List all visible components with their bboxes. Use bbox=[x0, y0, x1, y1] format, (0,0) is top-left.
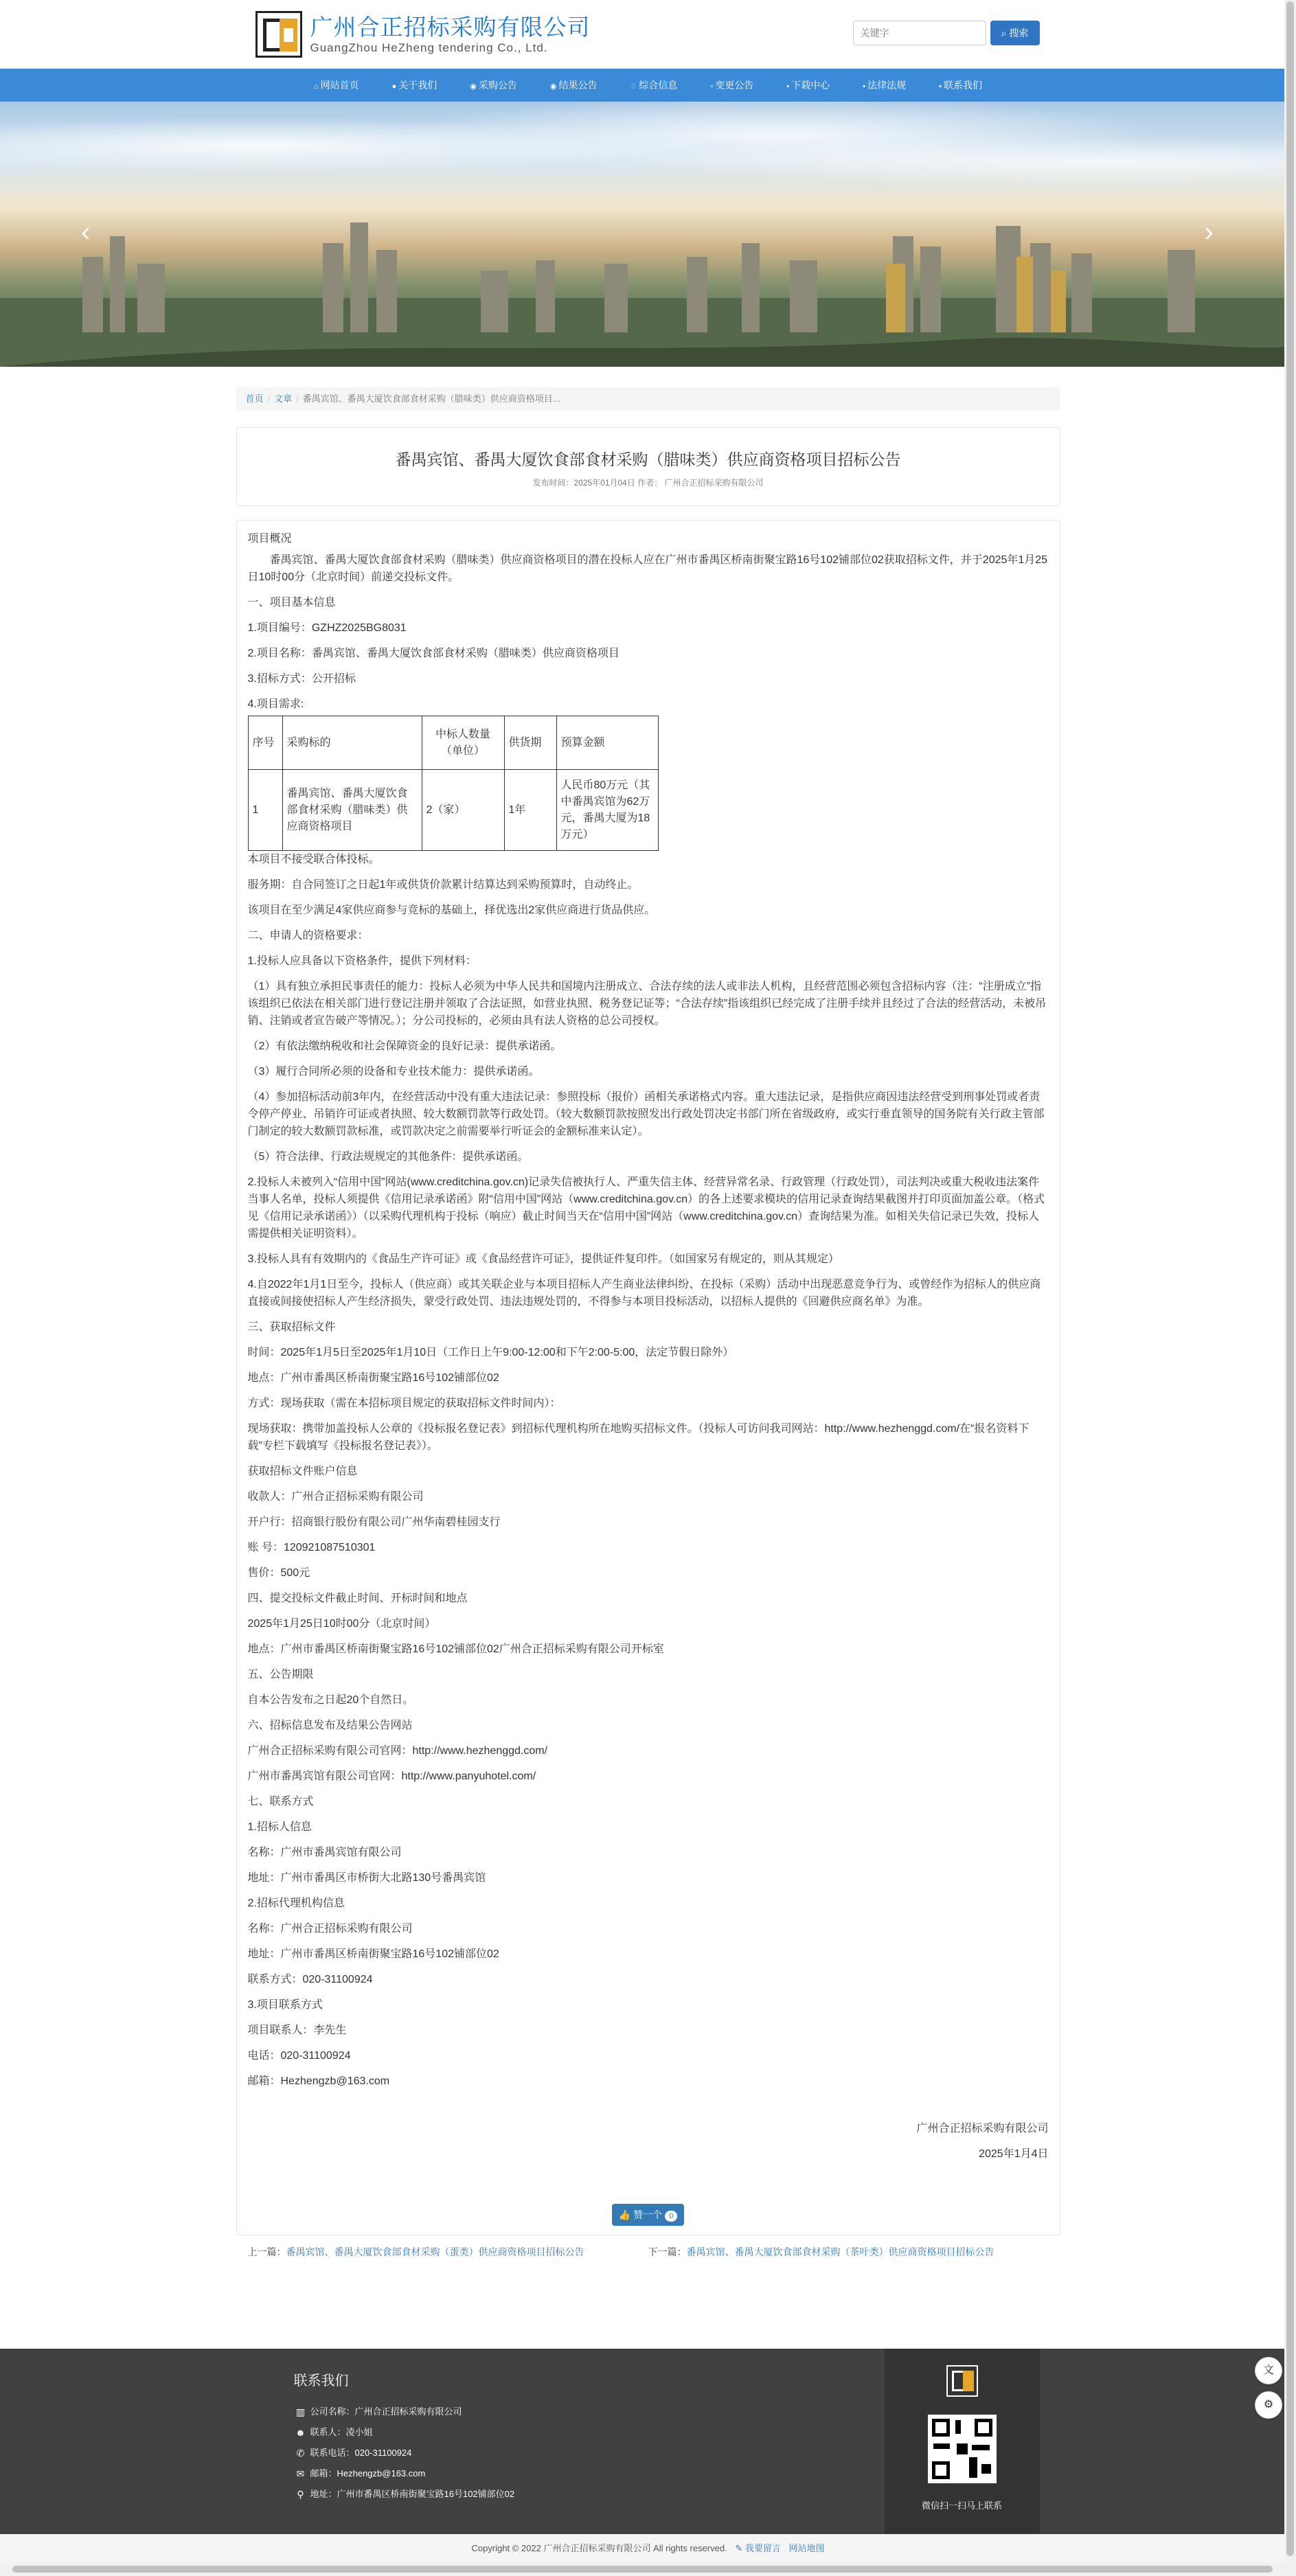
table-header-row bbox=[248, 716, 658, 770]
paragraph: 自本公告发布之日起20个自然日。 bbox=[247, 1694, 414, 1706]
overview-heading: 项目概况 bbox=[247, 533, 292, 545]
nav-item-results[interactable] bbox=[550, 78, 598, 92]
table-cell: 1年 bbox=[504, 770, 556, 851]
paragraph: 售价：500元 bbox=[247, 1567, 310, 1579]
paragraph: 地址：广州市番禺区桥南街聚宝路16号102铺部位02 bbox=[247, 1948, 499, 1960]
home-icon: ⌂ bbox=[313, 82, 319, 91]
scrollbar-thumb[interactable] bbox=[1286, 1, 1294, 2556]
nav-label: 综合信息 bbox=[639, 80, 678, 91]
section-heading: 六、招标信息发布及结果公告网站 bbox=[247, 1720, 413, 1731]
map-marker-icon: ⚲ bbox=[297, 2489, 304, 2500]
paragraph: 地点：广州市番禺区桥南街聚宝路16号102铺部位02广州合正招标采购有限公司开标室 bbox=[247, 1643, 664, 1655]
search-bar bbox=[853, 21, 1040, 45]
phone-icon: ✆ bbox=[296, 2448, 305, 2459]
table-header-cell: 中标人数量（单位） bbox=[422, 716, 504, 770]
paragraph: 服务期：自合同签订之日起1年或供货价款累计结算达到采购预算时，自动终止。 bbox=[247, 879, 639, 891]
footer-company bbox=[294, 2402, 515, 2422]
user-icon: ● bbox=[391, 82, 397, 91]
signature-block bbox=[248, 2120, 1049, 2163]
table-cell: 1 bbox=[248, 770, 282, 851]
envelope-icon: ✉ bbox=[296, 2468, 305, 2479]
section-heading: 七、联系方式 bbox=[247, 1796, 314, 1808]
paragraph: 方式：现场获取（需在本招标项目规定的获取招标文件时间内）： bbox=[247, 1398, 561, 1409]
nav-label: 下载中心 bbox=[791, 80, 830, 91]
paragraph: 获取招标文件账户信息 bbox=[247, 1466, 358, 1477]
paragraph: 3.招标方式：公开招标 bbox=[247, 673, 356, 685]
nav-label: 联系我们 bbox=[944, 80, 983, 91]
nav-label: 网站首页 bbox=[320, 80, 359, 91]
paragraph: 地点：广州市番禺区桥南街聚宝路16号102铺部位02 bbox=[247, 1372, 499, 1384]
doc-icon: ▫ bbox=[710, 82, 714, 91]
overview-text: 番禺宾馆、番禺大厦饮食部食材采购（腊味类）供应商资格项目的潜在投标人应在广州市番禺区桥南街聚宝路16号102铺部位02获取招标文件，并于2025年1月25日10时00分（北京时间）前递交投标文件。 bbox=[247, 554, 1048, 583]
paragraph: 2025年1月25日10时00分（北京时间） bbox=[247, 1618, 436, 1630]
paragraph: 项目联系人：李先生 bbox=[247, 2025, 347, 2036]
paragraph: 名称：广州市番禺宾馆有限公司 bbox=[247, 1847, 402, 1858]
table-header-cell: 预算金额 bbox=[556, 716, 658, 770]
main-nav bbox=[0, 69, 1296, 102]
users-icon: ☻ bbox=[295, 2427, 306, 2438]
leave-message-link[interactable] bbox=[735, 2543, 781, 2553]
nav-item-home[interactable] bbox=[314, 78, 359, 92]
paragraph: 邮箱：Hezhengzb@163.com bbox=[247, 2075, 390, 2087]
logo-title-cn: 广州合正招标采购有限公司 bbox=[310, 14, 591, 40]
accessibility-button[interactable] bbox=[1255, 2391, 1282, 2419]
vertical-scrollbar[interactable] bbox=[1284, 0, 1296, 2576]
comment-icon: ✎ bbox=[735, 2543, 743, 2553]
scrollbar-thumb[interactable] bbox=[12, 2566, 1273, 2573]
breadcrumb: 首页 / 文章 / 番禺宾馆、番禺大厦饮食部食材采购（腊味类）供应商资格项目... bbox=[236, 387, 1060, 411]
article-pagination bbox=[248, 2244, 1049, 2261]
section-heading: 一、项目基本信息 bbox=[247, 597, 336, 608]
nav-item-contact[interactable] bbox=[939, 78, 982, 92]
footer-email bbox=[294, 2463, 515, 2484]
paragraph: 3.投标人具有有效期内的《食品生产许可证》或《食品经营许可证》，提供证件复印件。（如国家另有规定的，则从其规定） bbox=[247, 1253, 839, 1265]
sitemap-link[interactable]: 网站地图 bbox=[788, 2543, 825, 2553]
logo-title-en: GuangZhou HeZheng tendering Co., Ltd. bbox=[310, 41, 548, 54]
section-heading: 五、公告期限 bbox=[247, 1669, 314, 1680]
article-meta: 发布时间：2025年01月04日 作者： 广州合正招标采购有限公司 bbox=[532, 478, 764, 488]
paragraph: 联系方式：020-31100924 bbox=[247, 1974, 373, 1985]
table-cell: 2（家） bbox=[422, 770, 504, 851]
paragraph: 1.招标人信息 bbox=[247, 1821, 312, 1833]
copyright-text: Copyright © 2022 广州合正招标采购有限公司 All rights reserved. bbox=[471, 2543, 727, 2553]
article-header bbox=[236, 427, 1060, 506]
paragraph: 电话：020-31100924 bbox=[247, 2050, 351, 2062]
next-article-link[interactable]: 番禺宾馆、番禺大厦饮食部食材采购（茶叶类）供应商资格项目招标公告 bbox=[686, 2246, 994, 2257]
paragraph: 开户行：招商银行股份有限公司广州华南碧桂园支行 bbox=[247, 1516, 501, 1528]
footer-qr-panel bbox=[885, 2349, 1040, 2534]
signature-date: 2025年1月4日 bbox=[979, 2148, 1049, 2160]
paragraph: 地址：广州市番禺区市桥街大北路130号番禺宾馆 bbox=[247, 1872, 486, 1884]
search-icon: ⌕ bbox=[1001, 27, 1007, 38]
nav-label: 采购公告 bbox=[478, 80, 517, 91]
paragraph: 2.招标代理机构信息 bbox=[247, 1897, 345, 1909]
like-count: 0 bbox=[665, 2211, 677, 2222]
nav-label: 结果公告 bbox=[558, 80, 598, 91]
book-icon: ▪ bbox=[863, 82, 866, 91]
paragraph: 收款人：广州合正招标采购有限公司 bbox=[247, 1491, 424, 1503]
like-label: 赞一个 bbox=[633, 2209, 663, 2220]
site-header bbox=[236, 0, 1060, 69]
requirements-table bbox=[248, 716, 659, 851]
translate-button[interactable] bbox=[1255, 2357, 1282, 2384]
section-heading: 三、获取招标文件 bbox=[247, 1321, 336, 1333]
footer-text: 联系人：凌小姐 bbox=[310, 2427, 373, 2437]
paragraph: 广州市番禺宾馆有限公司官网：http://www.panyuhotel.com/ bbox=[247, 1770, 536, 1782]
breadcrumb-current: 番禺宾馆、番禺大厦饮食部食材采购（腊味类）供应商资格项目... bbox=[302, 394, 560, 404]
banner-next-arrow[interactable]: › bbox=[1204, 217, 1214, 247]
table-row bbox=[248, 770, 658, 851]
translate-icon: 文 bbox=[1262, 2364, 1274, 2376]
bulb-icon: ♢ bbox=[630, 82, 637, 91]
qr-caption: 微信扫一扫马上联系 bbox=[921, 2500, 1002, 2511]
paragraph: 1.项目编号：GZHZ2025BG8031 bbox=[247, 622, 407, 634]
table-header-cell: 供货期 bbox=[504, 716, 556, 770]
paragraph: 名称：广州合正招标采购有限公司 bbox=[247, 1923, 413, 1935]
hero-banner bbox=[0, 102, 1296, 367]
paragraph: 2.投标人未被列入“信用中国”网站(www.creditchina.gov.cn)记录失信被执行人、严重失信主体、经营异常名录、行政管理（行政处罚），司法判决或重大税收违法案件当事人名单，投标人须提供《信用记录承诺函》附“信用中国”网站（www.creditchina.gov.cn）的各上述要求模块的信用记录查询结果截图并打印页面加盖公章。（格式见《信用记录承诺函》）（以采购代理机构于投标（响应）截止时间当天在“信用中国”网站（www.creditchina.gov.cn）查询结果为准。如相关失信记录已失效，投标人需提供相关证明资料）。 bbox=[247, 1176, 1045, 1240]
thumbs-up-icon: 👍 bbox=[618, 2209, 631, 2220]
paragraph: 现场获取：携带加盖投标人公章的《投标报名登记表》到招标代理机构所在地购买招标文件。（投标人可访问我司网站：http://www.hezhenggd.com/在“报名资料下载”专栏下载填写《投标报名登记表》）。 bbox=[247, 1423, 1030, 1452]
search-button-label: 搜索 bbox=[1009, 27, 1029, 38]
table-header-cell: 采购标的 bbox=[282, 716, 422, 770]
breadcrumb-home-link[interactable]: 首页 bbox=[245, 394, 264, 404]
search-button[interactable] bbox=[990, 21, 1040, 45]
logo-mark-icon bbox=[946, 2365, 978, 2397]
article-body bbox=[236, 520, 1060, 2257]
horizontal-scrollbar[interactable] bbox=[0, 2562, 1296, 2576]
section-heading: 二、申请人的资格要求： bbox=[247, 930, 369, 942]
footer-text: 地址：广州市番禺区桥南街聚宝路16号102铺部位02 bbox=[310, 2489, 515, 2499]
footer-text: 邮箱：Hezhengzb@163.com bbox=[310, 2468, 426, 2478]
banner-prev-arrow[interactable]: ‹ bbox=[81, 217, 91, 247]
nav-label: 关于我们 bbox=[398, 80, 437, 91]
nav-label: 变更公告 bbox=[715, 80, 754, 91]
nav-item-download[interactable] bbox=[786, 78, 830, 92]
paragraph: 广州合正招标采购有限公司官网：http://www.hezhenggd.com/ bbox=[247, 1745, 548, 1757]
nav-item-laws[interactable] bbox=[863, 78, 906, 92]
nav-item-info[interactable] bbox=[630, 78, 678, 92]
paragraph: （4）参加招标活动前3年内，在经营活动中没有重大违法记录：参照投标（报价）函相关承诺格式内容。重大违法记录，是指供应商因违法经营受到刑事处罚或者责令停产停业、吊销许可证或者执照、较大数额罚款等行政处罚。（较大数额罚款按照发出行政处罚决定书部门所在省级政府，或实行垂直领导的国务院有关行政主管部门制定的较大数额罚款标准，或罚款决定之前需要举行听证会的金额标准来认定）。 bbox=[247, 1091, 1045, 1137]
site-footer bbox=[0, 2349, 1296, 2534]
site-logo[interactable] bbox=[255, 11, 591, 58]
like-button[interactable] bbox=[612, 2204, 684, 2226]
table-cell: 番禺宾馆、番禺大厦饮食部食材采购（腊味类）供应商资格项目 bbox=[282, 770, 422, 851]
leave-message-label: 我要留言 bbox=[744, 2543, 781, 2553]
signature-company: 广州合正招标采购有限公司 bbox=[916, 2123, 1049, 2134]
section-heading: 四、提交投标文件截止时间、开标时间和地点 bbox=[247, 1593, 468, 1604]
paragraph: 1.投标人应具备以下资格条件，提供下列材料： bbox=[247, 955, 477, 967]
footer-phone bbox=[294, 2443, 515, 2463]
paragraph: 4.自2022年1月1日至今，投标人（供应商）或其关联企业与本项目招标人产生商业法律纠纷、在投标（采购）活动中出现恶意竞争行为、或曾经作为招标人的供应商直接或间接使招标人产生经济损失，蒙受行政处罚、违法违规处罚的，不得参与本项目投标活动，以招标人提供的《回避供应商名单》为准。 bbox=[247, 1279, 1041, 1308]
paragraph: （1）具有独立承担民事责任的能力：投标人必须为中华人民共和国境内注册成立、合法存续的法人或非法人机构，且经营范围必须包含招标内容（注：“注册成立”指该组织已依法在相关部门进行登记注册并领取了合法证照，如营业执照、税务登记证等；“合法存续”指该组织已经完成了注册手续并且经过了合法的经营活动，未被吊销、注销或者宣告破产等情况。）；分公司投标的，必须由具有法人资格的总公司授权。 bbox=[247, 981, 1047, 1027]
breadcrumb-section-link[interactable]: 文章 bbox=[274, 394, 293, 404]
footer-contact bbox=[294, 2369, 515, 2505]
copyright-bar bbox=[0, 2534, 1296, 2562]
nav-label: 法律法规 bbox=[867, 80, 907, 91]
like-area bbox=[248, 2204, 1049, 2226]
paragraph: 时间：2025年1月5日至2025年1月10日（工作日上午9:00-12:00和下午2:00-5:00，法定节假日除外） bbox=[247, 1347, 734, 1358]
article-title: 番禺宾馆、番禺大厦饮食部食材采购（腊味类）供应商资格项目招标公告 bbox=[395, 451, 901, 468]
nav-item-about[interactable] bbox=[392, 78, 437, 92]
circle-icon: ◉ bbox=[549, 82, 557, 91]
table-header-cell: 序号 bbox=[248, 716, 282, 770]
building-icon: ▥ bbox=[295, 2406, 306, 2417]
footer-address bbox=[294, 2484, 515, 2505]
nav-item-procurement[interactable] bbox=[470, 78, 517, 92]
accessibility-icon: ⚙ bbox=[1263, 2399, 1274, 2410]
footer-heading: 联系我们 bbox=[293, 2373, 349, 2389]
logo-mark-icon bbox=[255, 11, 302, 58]
table-cell: 人民币80万元（其中番禺宾馆为62万元，番禺大厦为18万元） bbox=[556, 770, 658, 851]
prev-label: 上一篇： bbox=[247, 2246, 286, 2257]
footer-contact-person bbox=[294, 2422, 515, 2443]
footer-text: 联系电话：020-31100924 bbox=[310, 2448, 412, 2458]
prev-article-link[interactable]: 番禺宾馆、番禺大厦饮食部食材采购（蛋类）供应商资格项目招标公告 bbox=[286, 2246, 584, 2257]
paragraph: （5）符合法律、行政法规规定的其他条件：提供承诺函。 bbox=[247, 1151, 529, 1163]
paragraph: 该项目在至少满足4家供应商参与竞标的基础上，择优选出2家供应商进行货品供应。 bbox=[247, 904, 656, 916]
paragraph: （3）履行合同所必须的设备和专业技术能力：提供承诺函。 bbox=[247, 1066, 540, 1078]
paragraph: （2）有依法缴纳税收和社会保障资金的良好记录：提供承诺函。 bbox=[247, 1040, 562, 1052]
city-skyline-image bbox=[0, 195, 1296, 367]
phone-icon: ▪ bbox=[939, 82, 942, 91]
bullhorn-icon: ◉ bbox=[470, 82, 477, 91]
wechat-qr-code bbox=[928, 2415, 997, 2483]
search-input[interactable] bbox=[853, 21, 986, 45]
paragraph: 4.项目需求: bbox=[247, 698, 304, 710]
paragraph: 3.项目联系方式 bbox=[247, 1999, 323, 2011]
next-label: 下一篇： bbox=[648, 2246, 687, 2257]
footer-text: 公司名称：广州合正招标采购有限公司 bbox=[310, 2406, 462, 2417]
paragraph: 账 号：120921087510301 bbox=[247, 1542, 376, 1553]
paragraph: 2.项目名称：番禺宾馆、番禺大厦饮食部食材采购（腊味类）供应商资格项目 bbox=[247, 648, 619, 659]
paragraph: 本项目不接受联合体投标。 bbox=[247, 854, 380, 865]
nav-item-changes[interactable] bbox=[710, 78, 753, 92]
download-icon: ▪ bbox=[786, 82, 790, 91]
